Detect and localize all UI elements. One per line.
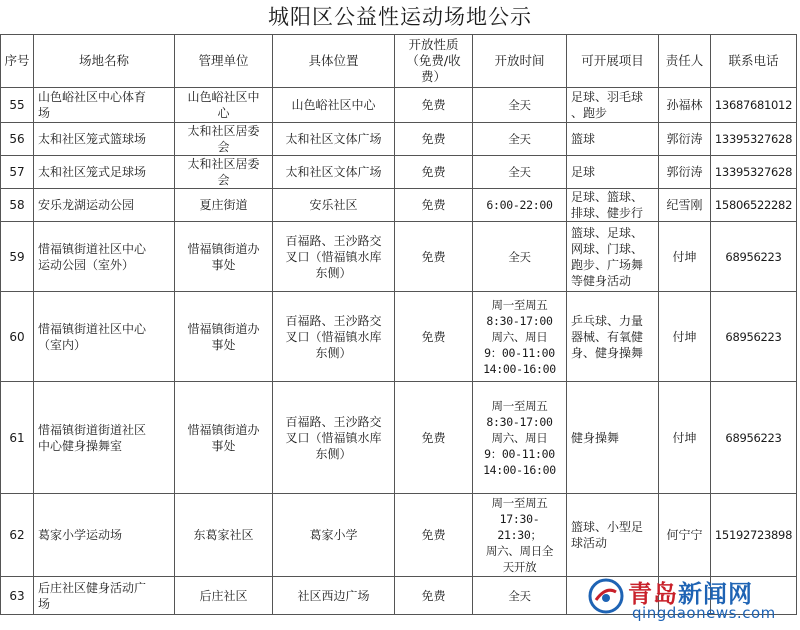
row-phone: 68956223 [711, 382, 797, 494]
row-location: 太和社区文体广场 [273, 156, 395, 189]
row-name: 山色峪社区中心体育 场 [34, 88, 175, 123]
row-person: 付坤 [659, 382, 711, 494]
row-items [567, 577, 659, 615]
row-hours: 全天 [473, 222, 567, 292]
row-hours: 全天 [473, 88, 567, 123]
venue-table [0, 34, 797, 615]
row-name: 葛家小学运动场 [34, 494, 175, 577]
row-items: 篮球、小型足 球活动 [567, 494, 659, 577]
row-person [659, 577, 711, 615]
row-no: 57 [1, 156, 34, 189]
row-fee: 免费 [395, 88, 473, 123]
row-fee: 免费 [395, 382, 473, 494]
row-no: 56 [1, 123, 34, 156]
row-phone [711, 577, 797, 615]
watermark-brand-blue: 新闻网 [678, 580, 753, 608]
row-name: 后庄社区健身活动广 场 [34, 577, 175, 615]
row-location: 百福路、王沙路交 叉口（惜福镇水库 东侧） [273, 222, 395, 292]
row-location: 百福路、王沙路交 叉口（惜福镇水库 东侧） [273, 292, 395, 382]
row-unit: 惜福镇街道办 事处 [175, 222, 273, 292]
row-name: 太和社区笼式篮球场 [34, 123, 175, 156]
row-items: 篮球 [567, 123, 659, 156]
row-person: 郭衍涛 [659, 156, 711, 189]
row-unit: 东葛家社区 [175, 494, 273, 577]
header-person: 责任人 [659, 35, 711, 88]
row-phone: 15806522282 [711, 189, 797, 222]
row-phone: 13395327628 [711, 156, 797, 189]
row-location: 山色峪社区中心 [273, 88, 395, 123]
row-unit: 太和社区居委 会 [175, 123, 273, 156]
row-hours: 周一至周五 8:30-17:00 周六、周日 9：00-11:00 14:00-16:00 [473, 382, 567, 494]
row-fee: 免费 [395, 292, 473, 382]
row-fee: 免费 [395, 123, 473, 156]
row-location: 葛家小学 [273, 494, 395, 577]
row-items: 篮球、足球、 网球、门球、 跑步、广场舞 等健身活动 [567, 222, 659, 292]
row-unit: 太和社区居委 会 [175, 156, 273, 189]
header-hours: 开放时间 [473, 35, 567, 88]
row-location: 安乐社区 [273, 189, 395, 222]
row-unit: 后庄社区 [175, 577, 273, 615]
table-row [1, 292, 797, 382]
row-fee: 免费 [395, 222, 473, 292]
row-unit: 山色峪社区中 心 [175, 88, 273, 123]
row-name: 安乐龙湖运动公园 [34, 189, 175, 222]
table-row [1, 189, 797, 222]
row-hours: 全天 [473, 156, 567, 189]
row-unit: 惜福镇街道办 事处 [175, 292, 273, 382]
row-person: 郭衍涛 [659, 123, 711, 156]
header-phone: 联系电话 [711, 35, 797, 88]
row-hours: 6:00-22:00 [473, 189, 567, 222]
table-row [1, 156, 797, 189]
table-row [1, 222, 797, 292]
row-person: 何宁宁 [659, 494, 711, 577]
row-no: 58 [1, 189, 34, 222]
row-items: 乒乓球、力量 器械、有氧健 身、健身操舞 [567, 292, 659, 382]
header-items: 可开展项目 [567, 35, 659, 88]
row-phone: 13395327628 [711, 123, 797, 156]
table-row [1, 123, 797, 156]
table-row [1, 382, 797, 494]
row-name: 惜福镇街道社区中心 运动公园（室外） [34, 222, 175, 292]
watermark-url: qingdaonews.com [632, 604, 776, 622]
row-no: 60 [1, 292, 34, 382]
row-person: 孙福林 [659, 88, 711, 123]
row-phone: 15192723898 [711, 494, 797, 577]
row-no: 59 [1, 222, 34, 292]
row-location: 太和社区文体广场 [273, 123, 395, 156]
row-hours: 周一至周五 8:30-17:00 周六、周日 9：00-11:00 14:00-16:00 [473, 292, 567, 382]
row-items: 健身操舞 [567, 382, 659, 494]
row-phone: 68956223 [711, 222, 797, 292]
header-name: 场地名称 [34, 35, 175, 88]
header-fee: 开放性质 （免费/收 费） [395, 35, 473, 88]
row-name: 惜福镇街道社区中心 （室内） [34, 292, 175, 382]
row-hours: 全天 [473, 123, 567, 156]
row-no: 62 [1, 494, 34, 577]
table-row [1, 88, 797, 123]
row-hours: 全天 [473, 577, 567, 615]
row-items: 足球、篮球、 排球、健步行 [567, 189, 659, 222]
row-no: 61 [1, 382, 34, 494]
row-phone: 13687681012 [711, 88, 797, 123]
row-unit: 惜福镇街道办 事处 [175, 382, 273, 494]
row-location: 百福路、王沙路交 叉口（惜福镇水库 东侧） [273, 382, 395, 494]
row-fee: 免费 [395, 494, 473, 577]
header-no: 序号 [1, 35, 34, 88]
row-person: 付坤 [659, 292, 711, 382]
row-location: 社区西边广场 [273, 577, 395, 615]
row-name: 惜福镇街道街道社区 中心健身操舞室 [34, 382, 175, 494]
watermark-brand-red: 青岛 [628, 580, 678, 608]
row-unit: 夏庄街道 [175, 189, 273, 222]
header-unit: 管理单位 [175, 35, 273, 88]
table-row [1, 577, 797, 615]
row-no: 63 [1, 577, 34, 615]
table-header-row [1, 35, 797, 88]
row-fee: 免费 [395, 189, 473, 222]
header-location: 具体位置 [273, 35, 395, 88]
row-phone: 68956223 [711, 292, 797, 382]
row-fee: 免费 [395, 577, 473, 615]
row-name: 太和社区笼式足球场 [34, 156, 175, 189]
row-hours: 周一至周五 17:30- 21:30； 周六、周日全 天开放 [473, 494, 567, 577]
row-fee: 免费 [395, 156, 473, 189]
row-no: 55 [1, 88, 34, 123]
row-person: 付坤 [659, 222, 711, 292]
row-person: 纪雪刚 [659, 189, 711, 222]
page-title: 城阳区公益性运动场地公示 [268, 5, 532, 29]
table-row [1, 494, 797, 577]
row-items: 足球、羽毛球 、跑步 [567, 88, 659, 123]
row-items: 足球 [567, 156, 659, 189]
